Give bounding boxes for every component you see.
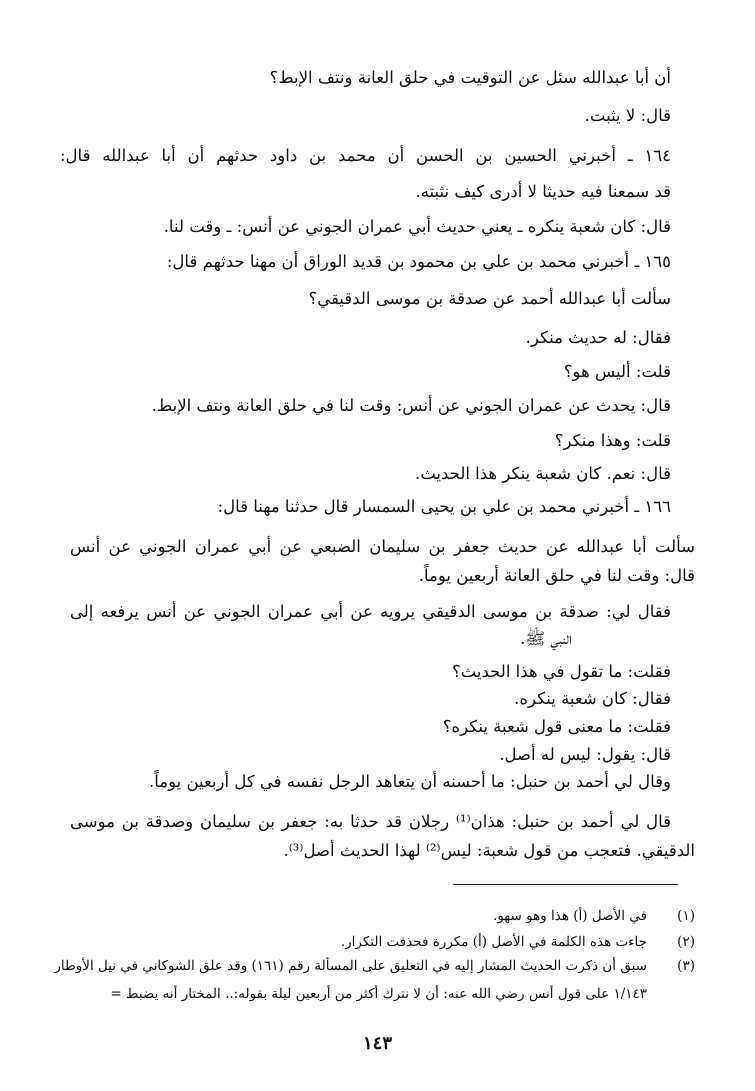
text-line: قال: لا يثبت. [584, 106, 671, 125]
footnote-separator [453, 884, 678, 885]
text-line: فقلت: ما معنى قول شعبة ينكره؟ [442, 717, 671, 736]
footnote-number: (١) [677, 908, 695, 924]
text-line: فقلت: ما تقول في هذا الحديث؟ [451, 662, 671, 681]
text-line: قلت: أليس هو؟ [563, 362, 671, 381]
text-line: النبي ﷺ. [520, 629, 572, 648]
text-line: قال: وقت لنا في حلق العانة أربعين يوماً. [418, 566, 695, 585]
text-line: سألت أبا عبدالله عن حديث جعفر بن سليمان الضبعي عن أبي عمران الجوني عن أنس [70, 537, 695, 556]
text-line: ١٦٦ ـ أخبرني محمد بن علي بن يحيى السمسار قال حدثنا مهنا قال: [217, 497, 671, 516]
text-line: قد سمعنا فيه حديثا لا أدرى كيف نثبته. [415, 182, 671, 201]
text-line: قال لي أحمد بن حنبل: هذان⁽¹⁾ رجلان قد حدثا به: جعفر بن سليمان وصدقة بن موسى [70, 812, 671, 831]
text-line: قال: نعم. كان شعبة ينكر هذا الحديث. [414, 464, 671, 483]
text-line: ١٦٥ ـ أخبرني محمد بن علي بن محمود بن قديد الوراق أن مهنا حدثهم قال: [166, 252, 671, 271]
text-line: الدقيقي. فتعجب من قول شعبة: ليس⁽²⁾ لهذا الحديث أصل⁽³⁾. [283, 841, 695, 860]
text-line: قال: يقول: ليس له أصل. [499, 745, 671, 764]
text-line: وقال لي أحمد بن حنبل: ما أحسنه أن يتعاهد الرجل نفسه في كل أربعين يوماً. [148, 772, 671, 791]
text-line: فقال: له حديث منكر. [525, 328, 671, 347]
footnote-text: جاءت هذه الكلمة في الأصل (أ) مكررة فحذفت التكرار. [340, 934, 647, 950]
text-line: قال: كان شعبة ينكره ـ يعني حديث أبي عمران الجوني عن أنس: ـ وقت لنا. [163, 217, 671, 236]
text-line: فقال لي: صدقة بن موسى الدقيقي يرويه عن أبي عمران الجوني عن أنس يرفعه إلى [70, 602, 671, 621]
text-line: قلت: وهذا منكر؟ [554, 431, 671, 450]
footnote-number: (٣) [677, 958, 695, 974]
footnote-text: سبق أن ذكرت الحديث المشار إليه في التعليق على المسألة رقم (١٦١) وقد علق الشوكاني في نيل الأوطار [54, 958, 647, 974]
text-line: سألت أبا عبدالله أحمد عن صدقة بن موسى الدقيقي؟ [308, 289, 671, 308]
footnote-continuation: ١/١٤٣ على قول أنس رضي الله عنه: أن لا نترك أكثر من أربعين ليلة بقوله:.. المختار أنه يضبط = [110, 986, 647, 1002]
footnote-number: (٢) [677, 934, 695, 950]
text-line: قال: يحدث عن عمران الجوني عن أنس: وقت لنا في حلق العانة ونتف الإبط. [151, 396, 671, 415]
text-line: أن أبا عبدالله سئل عن التوقيت في حلق العانة ونتف الإبط؟ [269, 68, 671, 87]
page-number: ١٤٣ [362, 1033, 392, 1054]
text-line: فقال: كان شعبة ينكره. [514, 689, 671, 708]
text-line: ١٦٤ ـ أخبرني الحسين بن الحسن أن محمد بن داود حدثهم أن أبا عبدالله قال: [60, 146, 671, 165]
footnote-text: في الأصل (أ) هذا وهو سهو. [493, 908, 647, 924]
